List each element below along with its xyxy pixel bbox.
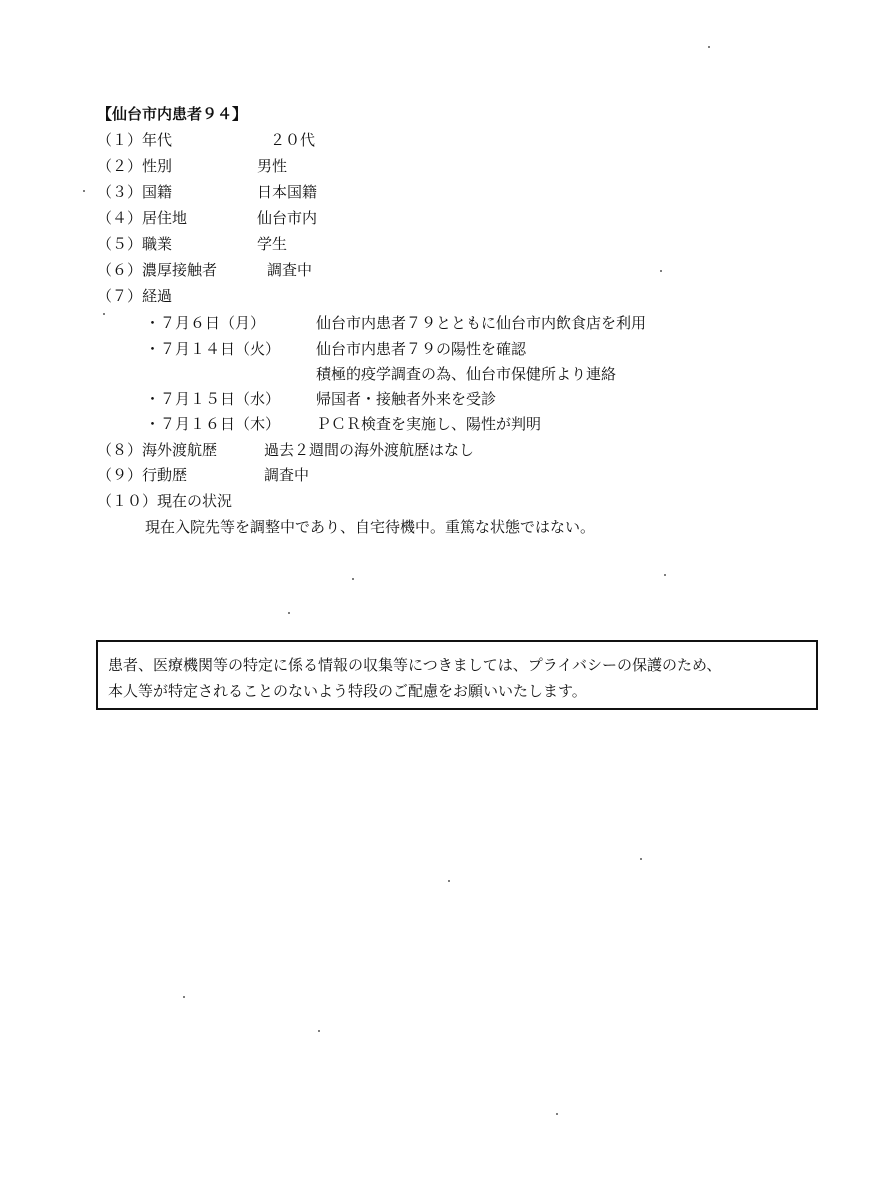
progress-date: ・７月１６日（木）	[145, 415, 281, 433]
item-label-travel-history: （８）海外渡航歴	[97, 441, 218, 459]
item-label-occupation: （５）職業	[97, 235, 173, 253]
item-label-sex: （２）性別	[97, 157, 173, 175]
scan-speck	[640, 858, 642, 860]
scan-speck	[318, 1030, 320, 1032]
progress-text: 仙台市内患者７９の陽性を確認	[316, 340, 527, 358]
scan-speck	[103, 313, 105, 315]
item-value-nationality: 日本国籍	[257, 183, 318, 201]
progress-date: ・７月１５日（水）	[145, 390, 281, 408]
scan-speck	[83, 190, 85, 192]
item-value-activity-history: 調査中	[264, 466, 310, 484]
privacy-notice-line: 患者、医療機関等の特定に係る情報の収集等につきましては、プライバシーの保護のため、	[108, 656, 722, 674]
scan-speck	[708, 46, 710, 48]
scan-speck	[183, 996, 185, 998]
progress-text: 帰国者・接触者外来を受診	[316, 390, 497, 408]
privacy-notice-box	[96, 640, 818, 710]
scan-speck	[448, 880, 450, 882]
scan-speck	[660, 270, 662, 272]
item-value-residence: 仙台市内	[257, 209, 318, 227]
scan-speck	[664, 574, 666, 576]
privacy-notice-line: 本人等が特定されることのないよう特段のご配慮をお願いいたします。	[108, 682, 587, 700]
scan-speck	[352, 578, 354, 580]
item-label-current-status: （１０）現在の状況	[97, 492, 233, 510]
item-label-nationality: （３）国籍	[97, 183, 173, 201]
scan-speck	[556, 1113, 558, 1115]
item-label-residence: （４）居住地	[97, 209, 188, 227]
document-title: 【仙台市内患者９４】	[97, 105, 248, 123]
item-label-age: （１）年代	[97, 131, 173, 149]
scan-speck	[288, 612, 290, 614]
item-label-close-contacts: （６）濃厚接触者	[97, 261, 218, 279]
progress-text: 積極的疫学調査の為、仙台市保健所より連絡	[316, 365, 617, 383]
item-label-progress: （７）経過	[97, 287, 173, 305]
current-status-text: 現在入院先等を調整中であり、自宅待機中。重篤な状態ではない。	[145, 518, 596, 536]
item-label-activity-history: （９）行動歴	[97, 466, 188, 484]
item-value-age: ２０代	[270, 131, 316, 149]
item-value-sex: 男性	[257, 157, 288, 175]
item-value-occupation: 学生	[257, 235, 288, 253]
item-value-close-contacts: 調査中	[267, 261, 313, 279]
progress-text: 仙台市内患者７９とともに仙台市内飲食店を利用	[316, 314, 647, 332]
item-value-travel-history: 過去２週間の海外渡航歴はなし	[264, 441, 475, 459]
progress-date: ・７月１４日（火）	[145, 340, 281, 358]
progress-text: ＰＣＲ検査を実施し、陽性が判明	[316, 415, 542, 433]
progress-date: ・７月６日（月）	[145, 314, 266, 332]
